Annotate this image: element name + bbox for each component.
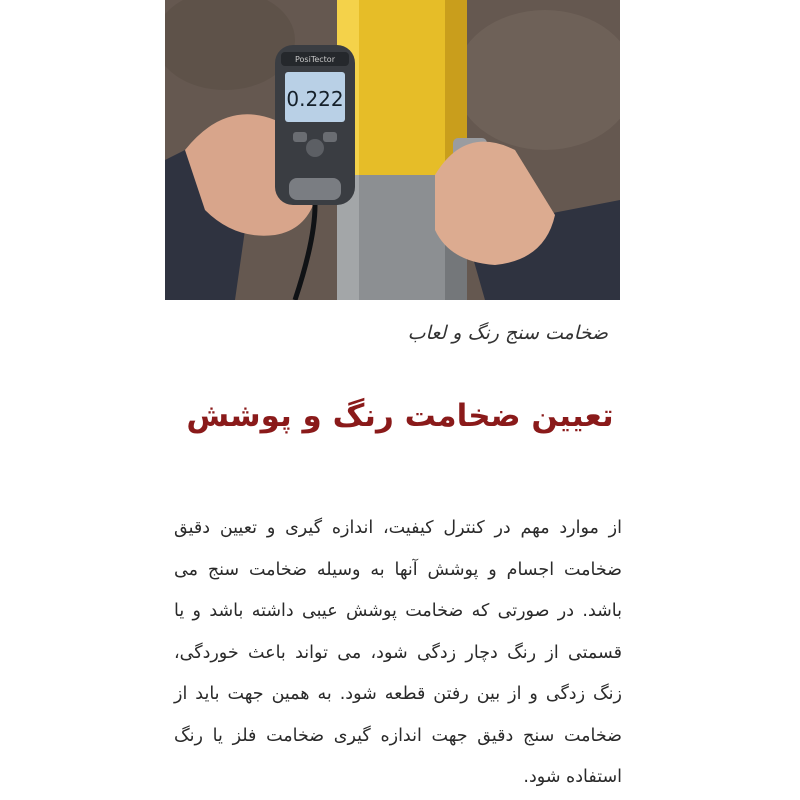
device-brand-label: PosiTector: [295, 55, 335, 64]
article-paragraph: از موارد مهم در کنترل کیفیت، اندازه گیری و تعیین دقیق ضخامت اجسام و پوشش آنها به وسیله ضخامت سنج می باشد. در صورتی که ضخامت پوشش عیبی داشته باشد و یا قسمتی از رنگ دچار زدگی شود، می تواند باعث خوردگی، زنگ زدگی و از بین رفتن قطعه شود. به همین جهت باید از ضخامت سنج دقیق جهت اندازه گیری ضخامت فلز یا رنگ استفاده شود.: [174, 518, 622, 787]
photo-caption: ضخامت سنج رنگ و لعاب: [407, 322, 608, 344]
article-title: تعیین ضخامت رنگ و پوشش: [186, 398, 614, 434]
article-photo: [165, 0, 620, 300]
gauge-photo-illustration: [165, 0, 620, 300]
gauge-reading: 0.222: [286, 87, 344, 111]
